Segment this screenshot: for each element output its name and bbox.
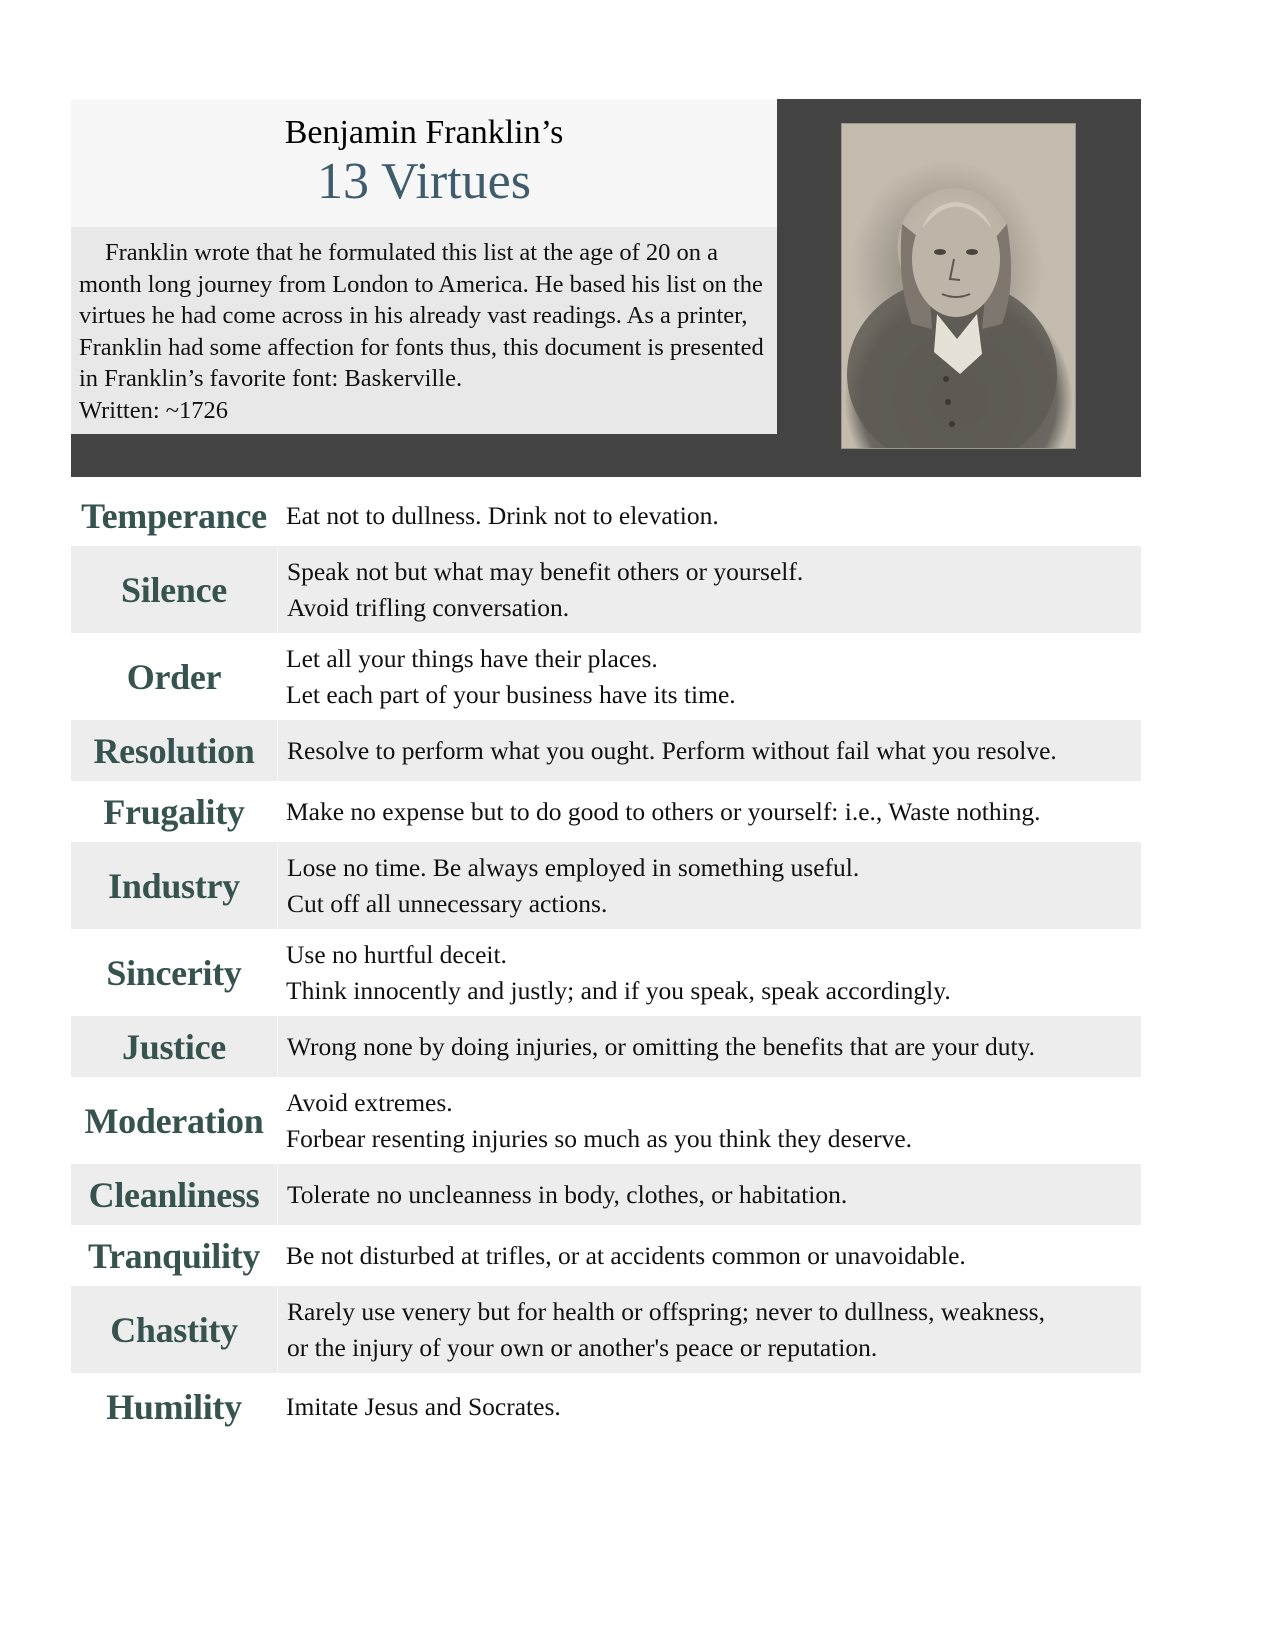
virtue-row-tranquility <box>71 1225 1141 1286</box>
virtue-name: Resolution <box>71 720 278 781</box>
virtue-line: Forbear resenting injuries so much as you think they deserve. <box>286 1123 913 1153</box>
virtue-row-frugality <box>71 781 1141 842</box>
virtue-row-cleanliness <box>71 1164 1141 1225</box>
virtue-row-humility <box>71 1373 1141 1441</box>
virtue-row-industry <box>71 842 1141 929</box>
virtue-description <box>277 1389 561 1425</box>
virtue-line: Resolve to perform what you ought. Perform without fail what you resolve. <box>287 735 1057 765</box>
virtue-row-sincerity <box>71 929 1141 1016</box>
portrait-illustration <box>842 124 1076 449</box>
written-date: Written: ~1726 <box>79 396 229 424</box>
virtue-line: Tolerate no uncleanness in body, clothes, or habitation. <box>287 1179 848 1209</box>
virtue-line: Cut off all unnecessary actions. <box>287 888 608 918</box>
page-title: 13 Virtues <box>316 153 532 210</box>
intro-description <box>71 227 777 434</box>
virtue-line: Eat not to dullness. Drink not to elevation. <box>286 500 719 530</box>
virtue-description <box>277 794 1041 830</box>
virtue-description <box>278 1294 1045 1366</box>
virtue-line: Make no expense but to do good to others or yourself: i.e., Waste nothing. <box>286 796 1041 826</box>
virtue-description <box>278 1029 1035 1065</box>
virtue-description <box>277 498 719 534</box>
virtue-line: Think innocently and justly; and if you speak, speak accordingly. <box>286 975 951 1005</box>
virtue-name: Tranquility <box>87 1235 261 1276</box>
virtue-name: Cleanliness <box>71 1164 278 1225</box>
virtue-name: Chastity <box>71 1286 278 1373</box>
virtue-description <box>277 1238 966 1274</box>
virtue-name: Sincerity <box>106 952 242 993</box>
virtue-line: Speak not but what may benefit others or yourself. <box>287 556 804 586</box>
virtue-name: Silence <box>71 546 278 633</box>
virtue-line: Let all your things have their places. <box>286 643 658 673</box>
header-panel <box>71 99 1141 477</box>
virtue-line: Avoid trifling conversation. <box>287 592 570 622</box>
virtue-line: Lose no time. Be always employed in something useful. <box>287 852 860 882</box>
virtue-name: Humility <box>106 1387 242 1427</box>
virtue-line: Be not disturbed at trifles, or at accidents common or unavoidable. <box>286 1240 966 1270</box>
virtue-line: Rarely use venery but for health or offspring; never to dullness, weakness, <box>287 1296 1045 1326</box>
virtue-line: Let each part of your business have its time. <box>286 679 736 709</box>
virtue-row-temperance <box>71 485 1141 546</box>
virtue-name: Temperance <box>81 495 267 536</box>
virtue-name: Frugality <box>103 791 245 832</box>
virtue-description <box>277 641 736 713</box>
title-box <box>71 99 777 227</box>
virtue-row-resolution <box>71 720 1141 781</box>
virtue-description <box>278 733 1057 769</box>
virtue-description <box>277 937 951 1009</box>
intro-column <box>71 99 777 434</box>
virtue-name: Order <box>126 656 222 697</box>
virtue-row-order <box>71 633 1141 720</box>
virtue-description <box>277 1085 912 1157</box>
virtue-line: Avoid extremes. <box>286 1087 453 1117</box>
virtue-description <box>278 554 803 626</box>
virtue-row-silence <box>71 546 1141 633</box>
virtue-description <box>278 850 859 922</box>
virtue-row-justice <box>71 1016 1141 1077</box>
virtues-list <box>71 485 1141 1441</box>
virtue-name: Justice <box>71 1016 278 1077</box>
virtue-row-moderation <box>71 1077 1141 1164</box>
franklin-portrait-image <box>841 123 1076 449</box>
intro-paragraph: Franklin wrote that he formulated this list at the age of 20 on a month long journey from London to America. He based his list on the virtues he had come across in his already vast readings. As a printer, Franklin had some affection for fonts thus, this document is presented in Franklin’s favorite font: Baskerville. <box>79 239 764 392</box>
virtue-description <box>278 1177 847 1213</box>
virtue-line: or the injury of your own or another's peace or reputation. <box>287 1332 878 1362</box>
virtue-line: Imitate Jesus and Socrates. <box>286 1392 561 1421</box>
virtue-name: Industry <box>71 842 278 929</box>
virtue-line: Use no hurtful deceit. <box>286 939 507 969</box>
virtue-line: Wrong none by doing injuries, or omitting the benefits that are your duty. <box>287 1031 1036 1061</box>
virtue-row-chastity <box>71 1286 1141 1373</box>
title-subtitle: Benjamin Franklin’s <box>284 114 564 151</box>
virtue-name: Moderation <box>84 1100 264 1141</box>
